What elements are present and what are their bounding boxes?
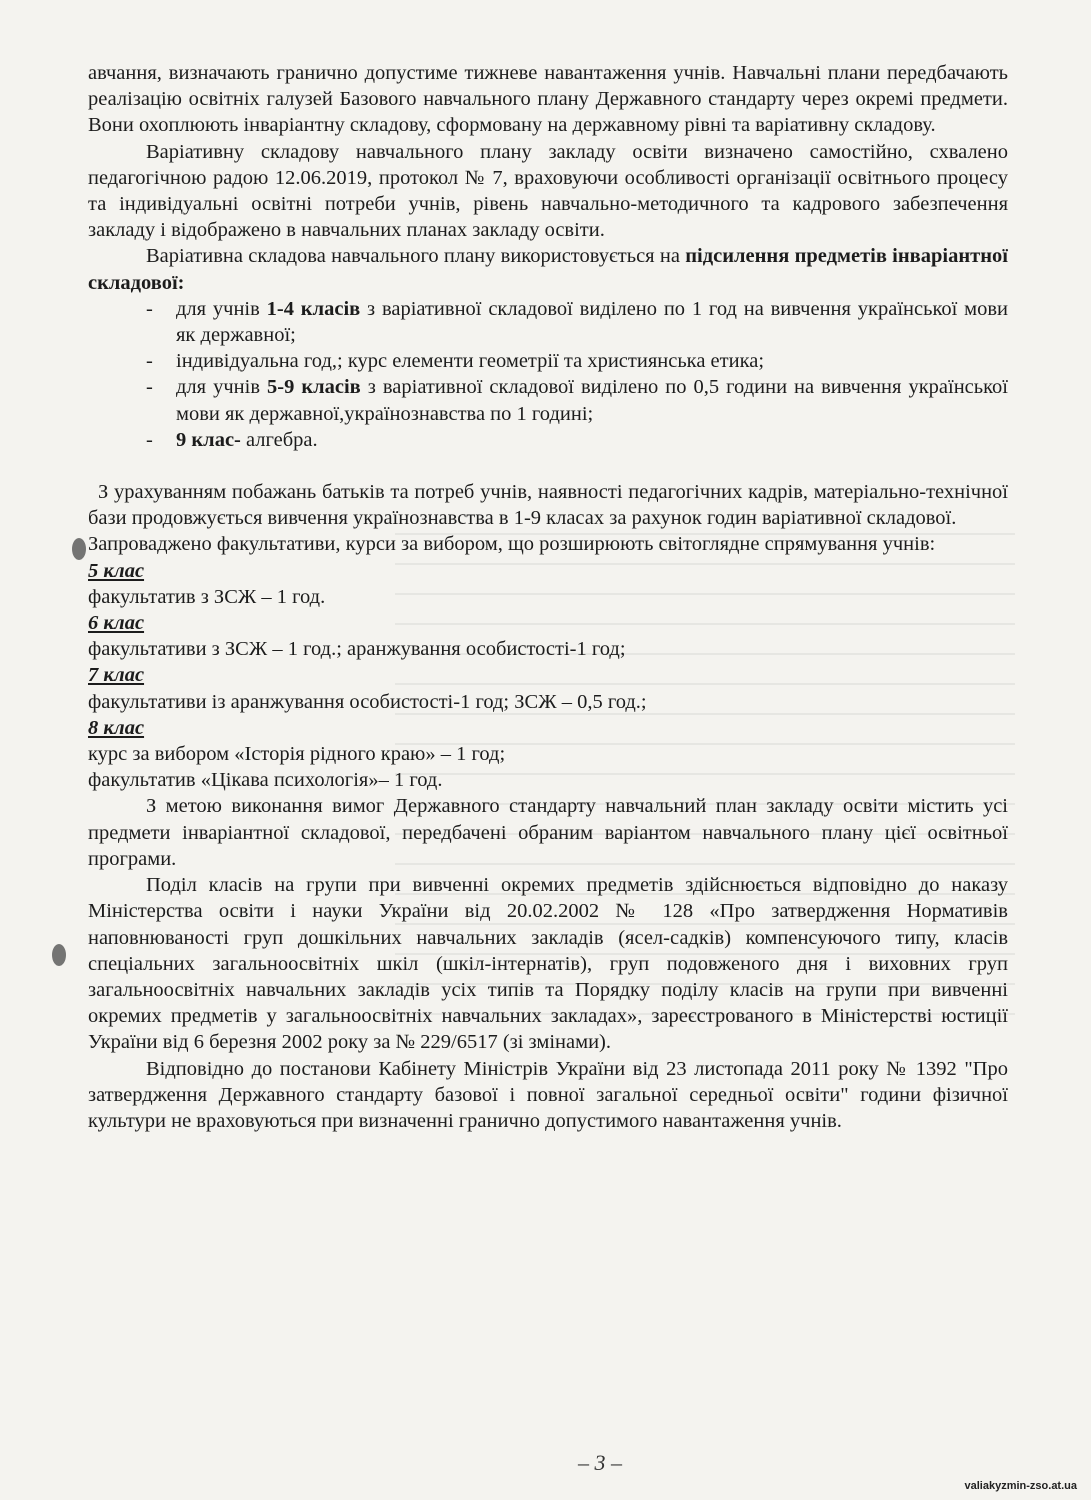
paragraph-6: З метою виконання вимог Державного стандарту навчальний план закладу освіти містить усі предмети інваріантної складової, передбачені обраним варіантом навчального плану цієї освітньої програми. [88,795,1008,870]
spacer [88,453,1008,479]
document-body [88,60,1008,1134]
paragraph-1: авчання, визначають гранично допустиме тижневе навантаження учнів. Навчальні плани передбачають реалізацію освітніх галузей Базового навчального плану Державного стандарту через окремі предмети. Вони охоплюють інваріантну складову, сформовану на державному рівні та варіативну складову. [88,62,1008,137]
grade-6-text: факультативи з ЗСЖ – 1 год.; аранжування особистості-1 год; [88,638,626,661]
paragraph-3-bold: підсилення предметів інваріантної складової: [88,245,1008,294]
paragraph-3 [88,243,1008,295]
paragraph-2: Варіативну складову навчального плану закладу освіти визначено самостійно, схвалено педагогічною радою 12.06.2019, протокол № 7, враховуючи особливості організації освітнього процесу та індивідуальні освітні потреби учнів, рівень навчально-методичного та кадрового забезпечення закладу і відображено в навчальних планах закладу освіти. [88,140,1008,242]
punch-hole-top [72,538,86,560]
grade-7-heading: 7 клас [88,664,145,687]
grade-5-heading: 5 клас [88,559,145,582]
paragraph-8: Відповідно до постанови Кабінету Міністрів України від 23 листопада 2011 року № 1392 "Про затвердження Державного стандарту базової і повної загальної середньої освіти" години фізичної культури не враховуються при визначенні гранично допустимого навантаження учнів. [88,1057,1008,1132]
list-item: - 9 клас- алгебра. [88,427,1008,453]
list-item: - для учнів 1-4 класів з варіативної складової виділено по 1 год на вивчення української мови як державної; [88,296,1008,348]
paragraph-3-text: Варіативна складова навчального плану використовується на [146,245,686,268]
grade-5-text: факультатив з ЗСЖ – 1 год. [88,585,326,608]
variative-list [88,296,1008,453]
source-url: valiakyzmin-zso.at.ua [964,1480,1077,1492]
list-item: - індивідуальна год,; курс елементи геометрії та християнська етика; [88,348,1008,374]
grade-7-text: факультативи із аранжування особистості-1 год; ЗСЖ – 0,5 год.; [88,690,647,713]
grade-8-text-1: курс за вибором «Історія рідного краю» – 1 год; [88,743,506,766]
grade-6-heading: 6 клас [88,612,145,635]
paragraph-5: Запроваджено факультативи, курси за вибором, що розширюють світоглядне спрямування учнів: [88,533,936,556]
page-number: – 3 – [578,1450,622,1475]
paragraph-4: З урахуванням побажань батьків та потреб учнів, наявності педагогічних кадрів, матеріально-технічної бази продовжується вивчення українознавства в 1-9 класах за рахунок годин варіативної складової. [88,481,1008,530]
list-item: - для учнів 5-9 класів з варіативної складової виділено по 0,5 години на вивчення української мови як державної,українознавства по 1 годині; [88,374,1008,426]
grade-8-text-2: факультатив «Цікава психологія»– 1 год. [88,769,443,792]
paragraph-7: Поділ класів на групи при вивченні окремих предметів здійснюється відповідно до наказу Міністерства освіти і науки України від 20.02.2002 № 128 «Про затвердження Нормативів наповнюваності груп дошкільних навчальних закладів (ясел-садків) компенсуючого типу, класів спеціальних загальноосвітніх шкіл (шкіл-інтернатів), груп подовженого дня і виховних груп загальноосвітніх навчальних закладів усіх типів та Порядку поділу класів на групи при вивченні окремих предметів у загальноосвітніх навчальних закладах», зареєстрованого в Міністерстві юстиції України від 6 березня 2002 року за № 229/6517 (зі змінами). [88,874,1008,1054]
punch-hole-bottom [52,944,66,966]
grade-8-heading: 8 клас [88,716,145,739]
